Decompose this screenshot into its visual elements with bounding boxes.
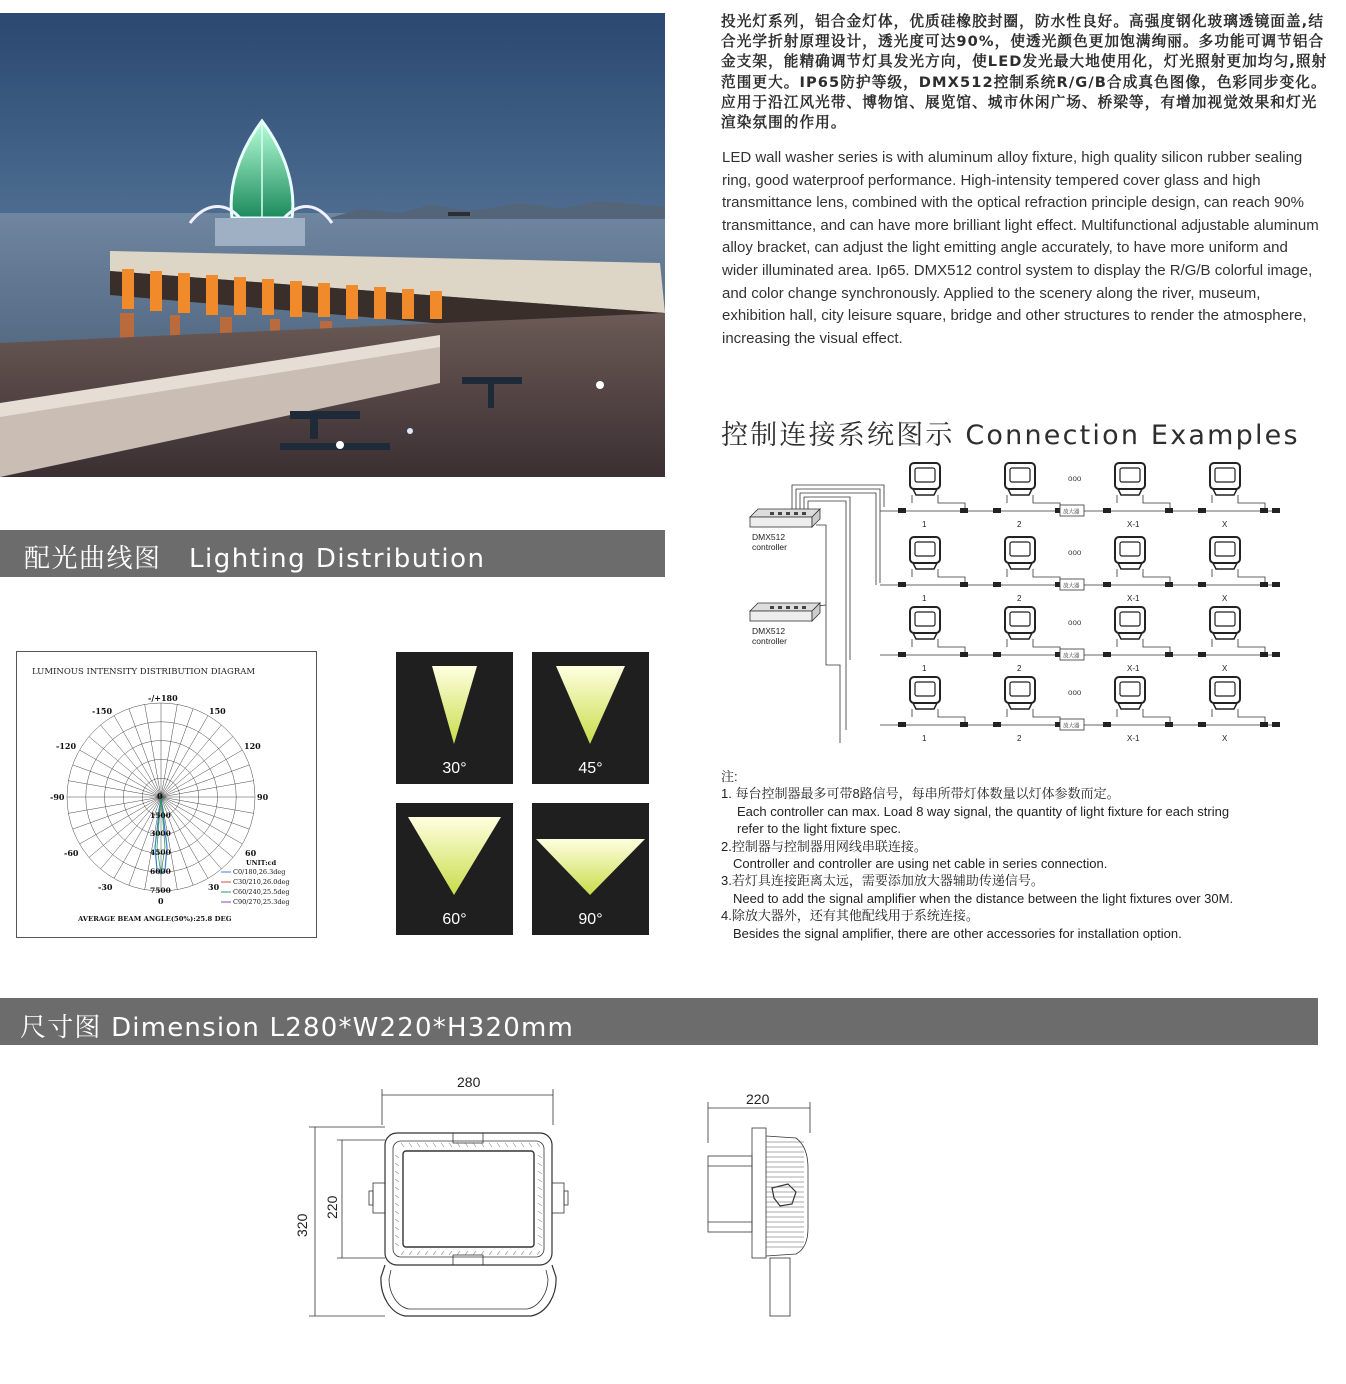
controller-1-model: DMX512 (752, 532, 786, 542)
right-knob (552, 1183, 564, 1213)
note-2-en: Controller and controller are using net cable in series connection. (733, 856, 1108, 872)
controller-1-label: controller (752, 542, 787, 552)
floodlight-icon (993, 537, 1063, 603)
fixture-row (880, 607, 1280, 673)
angle-label-minus150: -150 (92, 706, 113, 716)
floodlight-icon (898, 537, 968, 603)
front-width-label: 280 (457, 1074, 481, 1090)
angle-label-minus30: -30 (98, 882, 113, 892)
amplifier-label: 放大器 (1063, 653, 1080, 660)
beam-60-cone (408, 817, 501, 895)
fixture-ellipsis: ooo (1068, 688, 1082, 697)
floodlight-icon (993, 463, 1063, 529)
amplifier-label: 放大器 (1063, 583, 1080, 590)
controller-2-model: DMX512 (752, 626, 786, 636)
fixture-number: 2 (1017, 520, 1022, 529)
average-beam-angle: AVERAGE BEAM ANGLE(50%):25.8 DEG (78, 915, 232, 923)
floodlight-icon (1198, 607, 1268, 673)
legend-c60: C60/240,25.5deg (233, 888, 290, 896)
scale-3000: 3000 (150, 829, 171, 838)
fixture-ellipsis: ooo (1068, 548, 1082, 557)
note-4-cn: 4.除放大器外，还有其他配线用于系统连接。 (721, 908, 979, 924)
note-3-cn: 3.若灯具连接距离太远，需要添加放大器辅助传递信号。 (721, 873, 1044, 889)
fixture-number: X-1 (1127, 594, 1140, 603)
front-height-label: 320 (294, 1213, 310, 1237)
note-4-en: Besides the signal amplifier, there are other accessories for installation option. (733, 925, 1182, 941)
dmx-controller-1 (750, 509, 820, 552)
angle-label-150: 150 (209, 706, 226, 716)
note-1-en-a: Each controller can max. Load 8 way signal, the quantity of light fixture for each string (737, 803, 1230, 819)
angle-label-120: 120 (244, 741, 261, 751)
angle-label-180: -/+180 (148, 693, 178, 703)
floodlight-icon (898, 463, 968, 529)
floodlight-icon (1198, 677, 1268, 743)
scale-7500: 7500 (150, 886, 171, 895)
angle-label-90: 90 (257, 792, 269, 802)
fixture-frame (385, 1133, 552, 1265)
dimension-title: 尺寸图 Dimension L280*W220*H320mm (20, 1013, 575, 1043)
fixture-number: X (1222, 734, 1228, 743)
angle-label-30: 30 (208, 882, 220, 892)
fixture-number: X-1 (1127, 734, 1140, 743)
beam-30-cone (432, 666, 477, 744)
floodlight-icon (1198, 537, 1268, 603)
fixture-number: X (1222, 594, 1228, 603)
english-description: LED wall washer series is with aluminum alloy fixture, high quality silicon rubber sealing ring, good waterproof performance. High-intensity tempered cover glass and high transmittance lens, combined with the optical refraction principle design, can reach 90% transmittance, and can have more brilliant light effect. Multifunctional adjustable aluminum alloy bracket, can adjust the light emitting angle accurately, to have more uniform and wider illuminated area. Ip65. DMX512 control system to display the R/G/B colorful image, and color change synchronously. Applied to the scenery along the river, museum, exhibition hall, city leisure square, bridge and other structures to render the atmosphere, increasing the visual effect. (722, 149, 1319, 347)
beam-angle-45-tile (532, 652, 649, 784)
polar-center-label: 0 (157, 791, 163, 801)
connection-diagram (740, 455, 1320, 760)
side-lens-body (708, 1156, 752, 1232)
connection-examples-title: 控制连接系统图示 Connection Examples (721, 420, 1300, 451)
side-fins (766, 1142, 804, 1247)
heat-sink-fins (395, 1143, 542, 1255)
amplifier-label: 放大器 (1063, 723, 1080, 730)
polar-diagram-title: LUMINOUS INTENSITY DISTRIBUTION DIAGRAM (32, 667, 256, 677)
dimension-header (0, 998, 1318, 1045)
fixture-row (880, 677, 1280, 743)
fixture-number: 2 (1017, 594, 1022, 603)
scale-6000: 6000 (150, 867, 171, 876)
signal-amplifier (1060, 719, 1084, 730)
fixture-number: 2 (1017, 734, 1022, 743)
amplifier-label: 放大器 (1063, 509, 1080, 516)
side-frame (752, 1128, 766, 1258)
fixture-lens (403, 1151, 534, 1247)
luminous-intensity-diagram (16, 651, 317, 938)
legend-c90: C90/270,25.3deg (233, 898, 290, 906)
floodlight-icon (1103, 463, 1173, 529)
side-bracket (770, 1258, 790, 1316)
note-1-en-b: refer to the light fixture spec. (737, 821, 902, 837)
chinese-description: 投光灯系列，铝合金灯体，优质硅橡胶封圈，防水性良好。高强度钢化玻璃透镜面盖,结合光学折射原理设计，透光度可达90%，使透光颜色更加饱满绚丽。多功能可调节铝合金支架，能精确调节灯具发光方向，使LED发光最大地使用化，灯光照射更加均匀,照射范围更大。IP65防护等级，DMX512控制系统R/G/B合成真色图像，色彩同步变化。应用于沿江风光带、博物馆、展览馆、城市休闲广场、桥梁等，有增加视觉效果和灯光渲染氛围的作用。 (721, 13, 1328, 132)
angle-label-minus60: -60 (64, 848, 79, 858)
angle-label-minus90: -90 (50, 792, 65, 802)
fixture-ellipsis: ooo (1068, 474, 1082, 483)
beam-45-cone (556, 666, 625, 744)
angle-label-minus120: -120 (56, 741, 77, 751)
note-3-en: Need to add the signal amplifier when the distance between the light fixtures over 30M. (733, 890, 1234, 906)
fixture-rows (880, 463, 1280, 743)
angle-label-0: 0 (158, 896, 164, 906)
beam-angle-30-tile (396, 652, 513, 784)
fixture-row (880, 463, 1280, 529)
side-width-label: 220 (746, 1091, 770, 1107)
signal-amplifier (1060, 649, 1084, 660)
fixture-number: 1 (922, 520, 927, 529)
dmx-controller-2 (750, 603, 820, 646)
floodlight-icon (1198, 463, 1268, 529)
floodlight-icon (993, 677, 1063, 743)
front-view-drawing (285, 1065, 585, 1330)
signal-amplifier (1060, 505, 1084, 516)
beam-angle-90-label: 90° (578, 911, 603, 928)
signal-amplifier (1060, 579, 1084, 590)
angle-label-60: 60 (245, 848, 257, 858)
legend-c0: C0/180,26.3deg (233, 868, 286, 876)
notes-section (721, 768, 1331, 942)
legend-c30: C30/210,26.0deg (233, 878, 290, 886)
scale-4500: 4500 (150, 848, 171, 857)
floodlight-icon (1103, 537, 1173, 603)
front-inner-height-label: 220 (324, 1195, 340, 1219)
beam-angle-60-label: 60° (442, 911, 467, 928)
fixture-number: 2 (1017, 664, 1022, 673)
floodlight-icon (898, 607, 968, 673)
left-knob (373, 1183, 385, 1213)
side-view-drawing (700, 1088, 830, 1323)
side-heat-sink (766, 1136, 808, 1256)
beam-angle-60-tile (396, 803, 513, 935)
lighting-distribution-title: 配光曲线图 Lighting Distribution (24, 544, 486, 574)
side-knob (772, 1184, 796, 1206)
fixture-number: X (1222, 520, 1228, 529)
fixture-row (880, 537, 1280, 603)
beam-angle-45-label: 45° (578, 760, 603, 777)
fixture-number: 1 (922, 664, 927, 673)
scale-1500: 1500 (150, 811, 171, 820)
floodlight-icon (1103, 607, 1173, 673)
controller-2-label: controller (752, 636, 787, 646)
floodlight-icon (1103, 677, 1173, 743)
fixture-ellipsis: ooo (1068, 618, 1082, 627)
fixture-number: X (1222, 664, 1228, 673)
notes-title: 注: (721, 769, 738, 784)
pier-night-photo (0, 13, 665, 477)
unit-label: UNIT:cd (246, 859, 277, 867)
floodlight-icon (898, 677, 968, 743)
fixture-number: 1 (922, 594, 927, 603)
beam-90-cone (536, 839, 645, 895)
fixture-number: X-1 (1127, 664, 1140, 673)
lighting-distribution-header (0, 530, 665, 577)
floodlight-icon (993, 607, 1063, 673)
fixture-number: X-1 (1127, 520, 1140, 529)
note-2-cn: 2.控制器与控制器用网线串联连接。 (721, 838, 927, 854)
note-1-cn: 1. 每台控制器最多可带8路信号，每串所带灯体数量以灯体参数而定。 (721, 786, 1120, 802)
beam-angle-30-label: 30° (442, 760, 467, 777)
fixture-number: 1 (922, 734, 927, 743)
beam-angle-90-tile (532, 803, 649, 935)
